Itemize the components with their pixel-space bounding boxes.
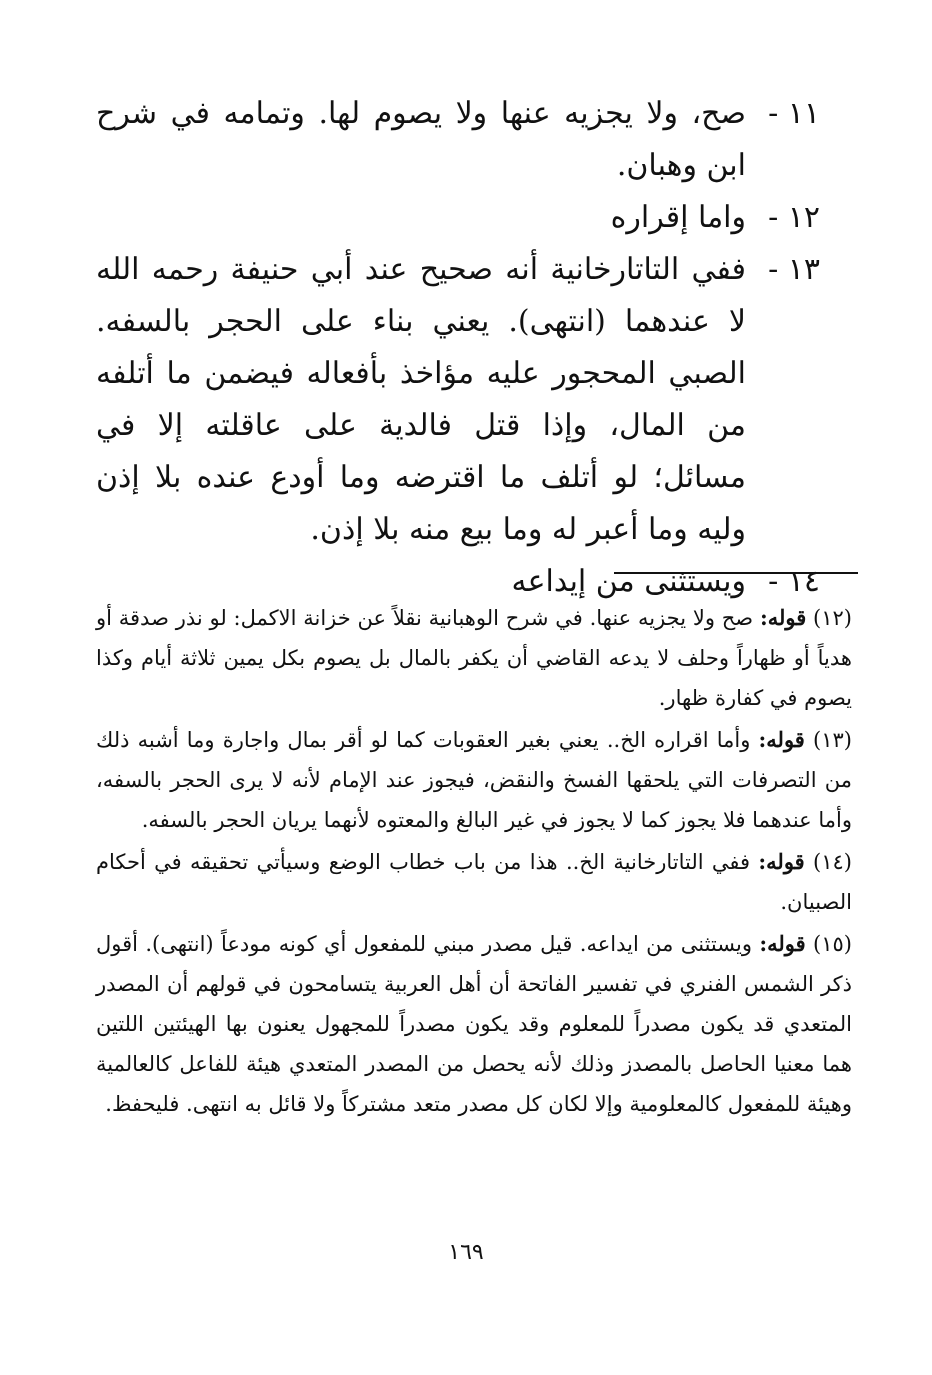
footnote-divider: [614, 572, 858, 574]
footnote-number: (١٥): [813, 932, 852, 956]
entry-text: ففي التاتارخانية أنه صحيح عند أبي حنيفة رحمه الله لا عندهما (انتهى). يعني بناء على الحجر بالسفه. الصبي المحجور عليه مؤاخذ بأفعاله فيضمن ما أتلفه من المال، وإذا قتل فالدية على عاقلته إلا في مسائل؛ لو أتلف ما اقترضه وما أودع عنده بلا إذن وليه وما أعبر له وما بيع منه بلا إذن.: [96, 252, 746, 547]
entry-text: صح، ولا يجزيه عنها ولا يصوم لها. وتمامه في شرح ابن وهبان.: [96, 96, 746, 183]
entry-number: ١٢ -: [768, 200, 820, 235]
footnote-keyword: قوله:: [758, 727, 805, 752]
footnote-13: [96, 720, 852, 840]
footnote-15: [96, 924, 852, 1124]
footnote-number: (١٤): [813, 850, 852, 874]
main-text: [96, 88, 820, 608]
footnote-text: صح ولا يجزيه عنها. في شرح الوهبانية نقلاً عن خزانة الاكمل: لو نذر صدقة أو هدياً أو ظهاراً وحلف لا يدعه القاضي أن يكفر بالمال بل يصوم بكل يمين ثلاثة أيام وكذا يصوم في كفارة ظهار.: [96, 606, 852, 710]
footnote-keyword: قوله:: [758, 849, 805, 874]
main-entry-12: [96, 192, 820, 244]
footnote-text: ويستثنى من ايداعه. قيل مصدر مبني للمفعول أي كونه مودعاً (انتهى). أقول ذكر الشمس الفنري في تفسير الفاتحة أن أهل العربية يتسامحون في قولهم أن المصدر المتعدي قد يكون مصدراً للمعلوم وقد يكون مصدراً للمجهول يعنون بها الهيئتين اللتين هما معنيا الحاصل بالمصدز وذلك لأنه يحصل من المصدر المتعدي هيئة للفاعل كالعالمية وهيئة للمفعول كالمعلومية وإلا لكان كل مصدر متعد مشتركاً ولا قائل به انتهى. فليحفظ.: [96, 932, 852, 1116]
page-number: ١٦٩: [448, 1240, 484, 1265]
entry-text: ويستثنى من إيداعه: [511, 564, 746, 599]
footnote-number: (١٢): [813, 606, 852, 630]
entry-number: ١٤ -: [768, 564, 820, 599]
entry-number: ١٣ -: [768, 252, 820, 287]
footnotes: [96, 598, 852, 1126]
footnote-number: (١٣): [813, 728, 852, 752]
footnote-keyword: قوله:: [759, 605, 807, 630]
footnote-text: ففي التاتارخانية الخ.. هذا من باب خطاب الوضع وسيأتي تحقيقه في أحكام الصبيان.: [96, 850, 852, 914]
footnote-keyword: قوله:: [759, 931, 806, 956]
entry-text: واما إقراره: [610, 200, 746, 235]
main-entry-11: [96, 88, 820, 192]
entry-number: ١١ -: [768, 96, 820, 131]
footnote-text: وأما اقراره الخ.. يعني بغير العقوبات كما لو أقر بمال واجارة وما أشبه ذلك من التصرفات التي يلحقها الفسخ والنقض، فيجوز عند الإمام لأنه لا يرى الحجر بالسفه، وأما عندهما فلا يجوز كما لا يجوز في غير البالغ والمعتوه لأنهما يريان الحجر بالسفه.: [96, 728, 852, 832]
footnote-12: [96, 598, 852, 718]
footnote-14: [96, 842, 852, 922]
main-entry-13: [96, 244, 820, 556]
